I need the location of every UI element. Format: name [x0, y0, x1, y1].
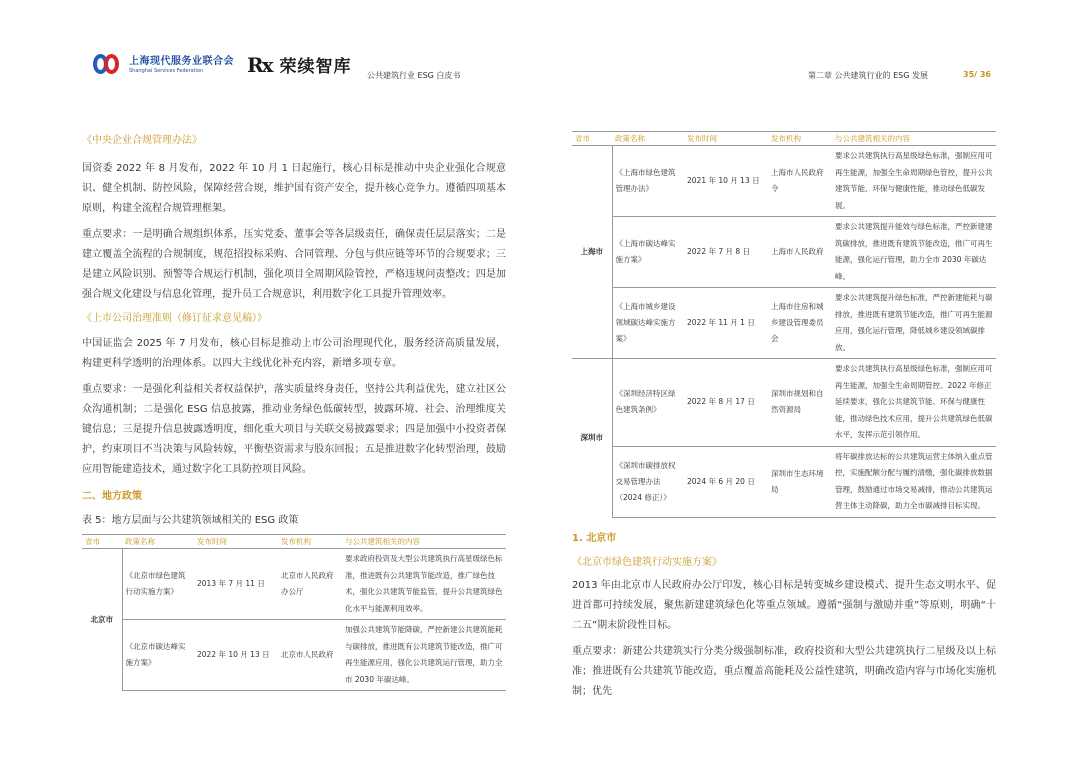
document-title: 公共建筑行业 ESG 白皮书 [367, 71, 461, 80]
table-row [572, 146, 996, 217]
chapter-title: 第二章 公共建筑行业的 ESG 发展 [808, 71, 928, 80]
issuer-cell: 北京市人民政府办公厅 [281, 571, 334, 596]
col-header-content: 与公共建筑相关的内容 [832, 132, 996, 146]
table-row [82, 549, 506, 620]
policy-title-soe-compliance: 《中央企业合规管理办法》 [82, 135, 202, 146]
paragraph: 重点要求：新建公共建筑实行分类分级强制标准，政府投资和大型公共建筑执行二星级及以上标准；推进既有公共建筑节能改造，重点覆盖高能耗及公益性建筑，明确改造内容与市场化实施机制；优先 [572, 645, 996, 697]
table-row [572, 217, 996, 288]
table-caption: 表 5：地方层面与公共建筑领域相关的 ESG 政策 [82, 515, 299, 526]
local-policy-table-beijing [82, 534, 506, 691]
table-row [82, 620, 506, 691]
content-cell: 要求公共建筑提升能效与绿色标准，严控新建建筑碳排放，推进既有建筑节能改造，推广可再生能源，强化运行管理，助力全市 2030 年碳达峰。 [832, 217, 996, 288]
content-cell: 要求公共建筑提升绿色标准，严控新建能耗与碳排放，推进既有建筑节能改造，推广可再生能源应用，强化运行管理，降低城乡建设领域碳排放。 [832, 288, 996, 359]
section-heading: 二、地方政策 [82, 491, 142, 502]
paragraph: 重点要求：一是明确合规组织体系，压实党委、董事会等各层级责任，确保责任层层落实；二是建立覆盖全流程的合规制度，规范招投标采购、合同管理、分包与供应链等环节的合规要求；三是建立风险识别、预警等合规运行机制，强化项目全周期风险管控，严格违规问责整改；四是加强合规文化建设与信息化管理，提升员工合规意识，利用数字化工具提升管理效率。 [82, 229, 506, 300]
page-header [0, 0, 1080, 100]
content-cell: 要求公共建筑执行高星级绿色标准，强制应用可再生能源，加强全生命周期绿色管控，提升公共建筑节能、环保与健康性能，推动绿色低碳发展。 [835, 151, 993, 210]
federation-name-cn: 上海现代服务业联合会 [129, 55, 234, 67]
policy-name-cell: 《深圳市碳排放权交易管理办法（2024 修正）》 [612, 446, 684, 517]
policy-name-cell: 《上海市绿色建筑管理办法》 [615, 168, 676, 193]
table-header-row [82, 535, 506, 549]
table-row [572, 446, 996, 517]
right-column [572, 130, 996, 702]
date-cell: 2022 年 11 月 1 日 [684, 288, 768, 359]
federation-name-en: Shanghai Services Federation [129, 67, 204, 74]
table-row [572, 288, 996, 359]
date-cell: 2022 年 7 月 8 日 [684, 217, 768, 288]
issuer-cell: 深圳市规划和自然资源局 [768, 359, 832, 447]
rongxu-think-tank-logo [247, 52, 352, 77]
city-cell: 深圳市 [572, 359, 612, 518]
col-header-content: 与公共建筑相关的内容 [342, 535, 506, 549]
content-cell: 将年碳排放达标的公共建筑运营主体纳入重点管控，实施配额分配与履约清缴，强化碳排放数据管理，鼓励通过市场交易减排，推动公共建筑运营主体主动降碳，助力全市碳减排目标实现。 [832, 446, 996, 517]
shanghai-services-federation-logo [93, 52, 234, 78]
federation-logo-icon [93, 52, 123, 78]
policy-name-cell: 《北京市绿色建筑行动实施方案》 [125, 571, 186, 596]
issuer-cell: 深圳市生态环境局 [768, 446, 832, 517]
date-cell: 2022 年 10 月 13 日 [194, 620, 278, 691]
col-header-policy: 政策名称 [122, 535, 194, 549]
rx-logo-icon: Rx [247, 52, 272, 77]
col-header-date: 发布时间 [684, 132, 768, 146]
paragraph: 中国证监会 2025 年 7 月发布，核心目标是推动上市公司治理现代化，服务经济高质量发展，构建更科学透明的治理体系。以四大主线优化补充内容，新增多项专章。 [82, 338, 506, 369]
col-header-issuer: 发布机构 [278, 535, 342, 549]
policy-title-governance-code: 《上市公司治理准则（修订征求意见稿）》 [82, 313, 267, 324]
policy-name-cell: 《深圳经济特区绿色建筑条例》 [612, 359, 684, 447]
issuer-cell: 上海市住房和城乡建设管理委员会 [768, 288, 832, 359]
left-column [82, 130, 506, 691]
paragraph: 国资委 2022 年 8 月发布，2022 年 10 月 1 日起施行，核心目标是推动中央企业强化合规意识、健全机制、防控风险，保障经营合规，维护国有资产安全，提升核心竞争力。遵循四项基本原则，构建全流程合规管理框架。 [82, 163, 506, 214]
policy-name-cell: 《上海市碳达峰实施方案》 [612, 217, 684, 288]
policy-name-cell: 《北京市碳达峰实施方案》 [122, 620, 194, 691]
col-header-province: 省市 [82, 535, 122, 549]
date-cell: 2021 年 10 月 13 日 [687, 176, 760, 185]
issuer-cell: 上海市人民政府令 [771, 168, 824, 193]
content-cell: 要求公共建筑执行高星级绿色标准，强制应用可再生能源，加强全生命周期管控。2022 年修正延续要求，强化公共建筑节能、环保与健康性能，推动绿色技术应用，提升公共建筑绿色低碳水平，发挥示范引领作用。 [832, 359, 996, 447]
date-cell: 2022 年 8 月 17 日 [684, 359, 768, 447]
issuer-cell: 上海市人民政府 [768, 217, 832, 288]
table-header-row [572, 132, 996, 146]
policy-name-cell: 《上海市城乡建设领域碳达峰实施方案》 [612, 288, 684, 359]
col-header-date: 发布时间 [194, 535, 278, 549]
city-cell: 上海市 [572, 146, 612, 359]
subsection-heading-beijing: 1. 北京市 [572, 532, 617, 544]
page-number: 35/ 36 [963, 70, 991, 79]
date-cell: 2024 年 6 月 20 日 [684, 446, 768, 517]
local-policy-table-shanghai-shenzhen [572, 131, 996, 518]
paragraph: 2013 年由北京市人民政府办公厅印发，核心目标是转变城乡建设模式、提升生态文明水平、促进首都可持续发展，聚焦新建建筑绿色化等重点领域。遵循“强制与激励并重”等原则，明确“十二五”期末阶段性目标。 [572, 579, 996, 631]
date-cell: 2013 年 7 月 11 日 [197, 579, 265, 588]
table-row [572, 359, 996, 447]
paragraph: 重点要求：一是强化利益相关者权益保护，落实质量终身责任，坚持公共利益优先，建立社区公众沟通机制；二是强化 ESG 信息披露，推动业务绿色低碳转型，披露环境、社会、治理维度关键信息；三是提升信息披露透明度，细化重大项目与关联交易披露要求；四是加强中小投资者保护，约束项目不当决策与风险转嫁，平衡垫资需求与股东回报；五是推进数字化转型治理，鼓励应用智能建造技术，通过数字化工具防控项目风险。 [82, 384, 506, 475]
think-tank-name: 荣续智库 [279, 57, 352, 77]
policy-title-beijing-green-building: 《北京市绿色建筑行动实施方案》 [572, 556, 722, 568]
col-header-policy: 政策名称 [612, 132, 684, 146]
city-cell: 北京市 [82, 549, 122, 691]
content-cell: 要求政府投资及大型公共建筑执行高星级绿色标准，推进既有公共建筑节能改造，推广绿色技术，强化公共建筑节能监管，提升公共建筑绿色化水平与能源利用效率。 [345, 554, 503, 613]
content-cell: 加强公共建筑节能降碳，严控新建公共建筑能耗与碳排放，推进既有公共建筑节能改造，推广可再生能源应用，强化公共建筑运行管理，助力全市 2030 年碳达峰。 [342, 620, 506, 691]
col-header-province: 省市 [572, 132, 612, 146]
col-header-issuer: 发布机构 [768, 132, 832, 146]
issuer-cell: 北京市人民政府 [278, 620, 342, 691]
